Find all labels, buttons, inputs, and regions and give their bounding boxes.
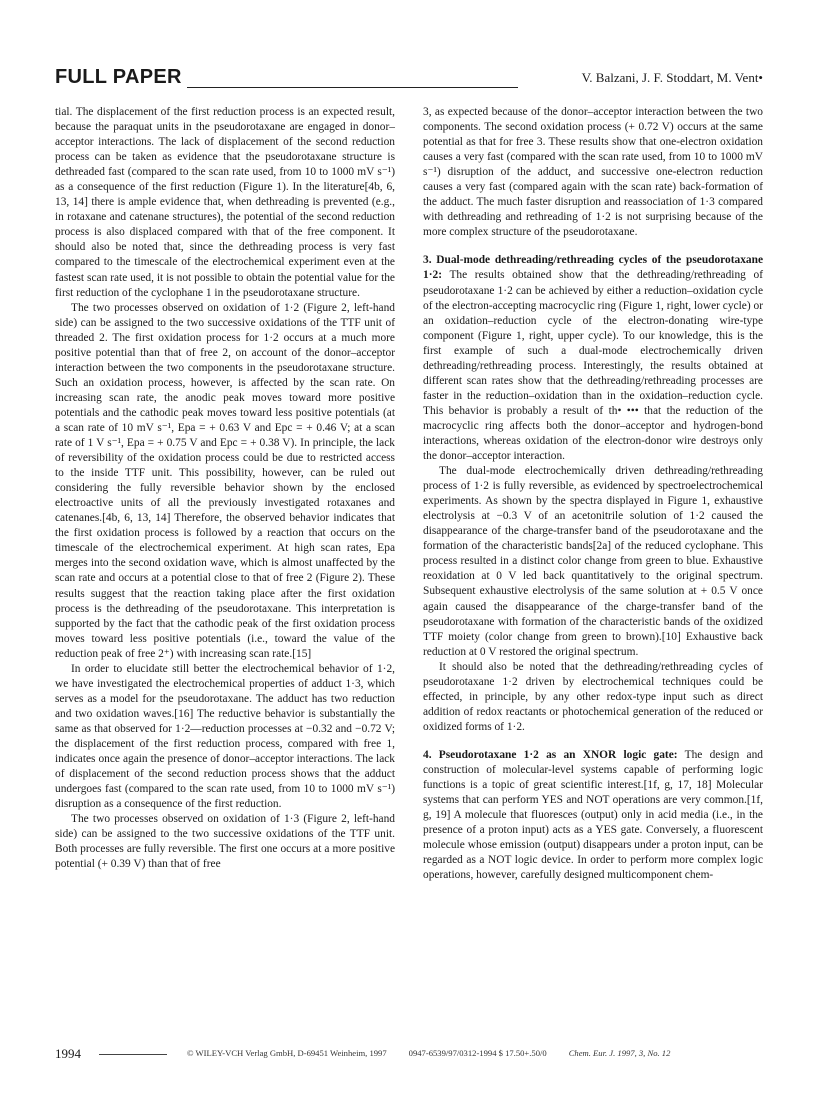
- section-4-text: The design and construction of molecular-level systems capable of performing logic functions is a topic of great scientific interest.[1f, g, 17, 18] Molecular systems that can perform YES and NOT operations are very common.[1f, g, 19] A molecule that fluoresces (output) only in acid media (i.e., in the presence of a proton input) acts as a YES gate. Conversely, a fluorescent molecule whose emission (output) disappears under a proton input, can be regarded as a NOT logic device. In order to perform more complex logic operations, however, carefully designed multicomponent chem-: [423, 748, 764, 882]
- paragraph: It should also be noted that the dethreading/rethreading cycles of pseudorotaxane 1·2 driven by electrochemical techniques could be effected, in principle, by any other redox-type input such as direct addition of redox reactants or photochemical generation of the reduced or oxidized forms of 1·2.: [423, 660, 763, 733]
- paragraph: The two processes observed on oxidation of 1·3 (Figure 2, left-hand side) can be assigned to the two successive oxidations of the TTF unit. Both processes are fully reversible. The first one occurs at a more positive potential (+ 0.39 V) than that of free: [55, 813, 395, 871]
- section-3-paragraph: [423, 253, 763, 464]
- paragraph: The two processes observed on oxidation of 1·2 (Figure 2, left-hand side) can be assigned to the two successive oxidations of the TTF unit of threaded 2. The first oxidation process for 1·2 occurs at a much more positive potential than that of free 2, on account of the donor–acceptor interaction between the two components in the pseudorotaxane structure. Such an oxidation process, however, is affected by the scan rate. On increasing scan rate, the anodic peak moves toward more positive potentials and the cathodic peak moves toward less positive potentials (at a scan rate of 10 mV s⁻¹, Epa = + 0.63 V and Epc = + 0.46 V; at a scan rate of 1 V s⁻¹, Epa = + 0.75 V and Epc = + 0.38 V). In principle, the lack of reversibility of the oxidation process could be due to restricted access to the inside TTF unit. This possibility, however, can be ruled out considering the fully reversible behavior shown by the enclosed electroactive units of all the previously investigated rotaxanes and catenanes.[4b, 6, 13, 14] Therefore, the observed behavior indicates that the first oxidation process is followed by a reaction that occurs on the timescale of the electrochemical experiment. At high scan rates, Epa merges into the second oxidation wave, which is almost unaffected by the scan rate and occurs at a potential close to that of free 2 (Figure 2). These results suggest that the reaction taking place after the first oxidation process is the dethreading of the pseudorotaxane. This interpretation is supported by the fact that the cathodic peak of the first oxidation process moves toward less positive potentials (i.e., toward the value of the reduction peak of free 2⁺) with increasing scan rate.[15]: [55, 301, 395, 660]
- journal-citation: Chem. Eur. J. 1997, 3, No. 12: [568, 1048, 671, 1058]
- footer-info: [187, 1048, 670, 1058]
- running-authors: V. Balzani, J. F. Stoddart, M. Vent•: [581, 70, 763, 85]
- page-footer: [55, 1046, 763, 1068]
- section-4-paragraph: [423, 748, 763, 883]
- footer-rule: [99, 1054, 167, 1055]
- issn-code: 0947-6539/97/0312-1994 $ 17.50+.50/0: [408, 1048, 547, 1058]
- page-header: [55, 66, 763, 94]
- paragraph: In order to elucidate still better the electrochemical behavior of 1·2, we have investigated the electrochemical properties of adduct 1·3, which serves as a model for the pseudorotaxane. The adduct has two reduction and two oxidation waves.[16] The reductive behavior is substantially the same as that observed for 1·2—reduction processes at −0.32 and −0.72 V; the displacement of the first reduction process, compared with free 1, indicates once again the presence of donor–acceptor interactions. The lack of displacement of the second reduction process shows that the adduct undergoes fast (compared to the scan rate used, from 10 to 1000 mV s⁻¹) disruption as a consequence of the first reduction.: [55, 662, 395, 811]
- publisher-notice: © WILEY-VCH Verlag GmbH, D-69451 Weinheim, 1997: [187, 1048, 387, 1058]
- section-4-heading: 4. Pseudorotaxane 1·2 as an XNOR logic gate:: [423, 748, 678, 761]
- page-number: 1994: [55, 1046, 81, 1061]
- section-label: FULL PAPER: [55, 66, 182, 88]
- right-column: [423, 105, 763, 883]
- header-rule: [187, 87, 518, 88]
- left-column: [55, 105, 395, 872]
- paragraph: 3, as expected because of the donor–acceptor interaction between the two components. The second oxidation process (+ 0.72 V) occurs at the same potential as that for free 3. These results show that one-electron oxidation causes a very fast (compared with the scan rate used, from 10 to 1000 mV s⁻¹) disruption of the adduct, and successive one-electron reduction causes a very fast (compared again with the scan rate) back-formation of the adduct. The much faster disruption and reassociation of 1·3 compared with dethreading and rethreading of 1·2 is not surprising because of the more complex structure of the pseudorotaxane.: [423, 106, 763, 239]
- paragraph: The dual-mode electrochemically driven dethreading/rethreading process of 1·2 is fully reversible, as evidenced by spectroelectrochemical experiments. As shown by the spectra displayed in Figure 1, exhaustive electrolysis at −0.3 V of an acetonitrile solution of 1·2 caused the disappearance of the charge-transfer band of the pseudorotaxane and the formation of the characteristic bands[2a] of the reduced cyclophane. This process resulted in a distinct color change from green to blue. Exhaustive reoxidation at 0 V led back quantitatively to the original spectrum. Subsequent exhaustive electrolysis of the same solution at + 0.5 V once again caused the disappearance of the charge-transfer band of the pseudorotaxane with formation of the characteristic bands of the oxidized TTF moiety (color change from green to brown).[10] Exhaustive back reduction at 0 V restored the original spectrum.: [423, 465, 763, 658]
- section-3-heading: 3. Dual-mode dethreading/rethreading cycles of the pseudorotaxane 1·2:: [423, 254, 763, 282]
- paragraph: tial. The displacement of the first reduction process is an expected result, because the paraquat units in the pseudorotaxane are engaged in donor–acceptor interactions. The lack of displacement of the second reduction process can be taken as evidence that the pseudorotaxane structure is dethreaded fast (compared to the scan rate used, from 10 to 1000 mV s⁻¹) as a consequence of the first reduction (Figure 1). In the literature[4b, 6, 13, 14] there is ample evidence that, when dethreading is prevented (e.g., in rotaxane and catenane structures), the potential of the second reduction process is also displaced compared with that of the free component. It should also be noted that, since the dethreading process is very fast compared to the timescale of the electrochemical experiment even at the fastest scan rate used, it is not possible to obtain the potential value for the first reduction of the cyclophane 1 in the pseudorotaxane structure.: [55, 106, 395, 299]
- section-3-text: The results obtained show that the dethreading/rethreading of pseudorotaxane 1·2 can be achieved by either a reduction–oxidation cycle of the electron-accepting macrocyclic ring (Figure 1, right, lower cycle) or an oxidation–reduction cycle of the electron-donating wire-type component (Figure 1, right, upper cycle). To our knowledge, this is the first example of such a dual-mode electrochemically driven dethreading/rethreading process. Interestingly, the results obtained at different scan rates show that the dethreading/rethreading processes are faster in the reduction–oxidation than in the oxidation–reduction cycle. This behavior is probably a result of th• ••• that the reduction of the macrocyclic ring affects both the donor–acceptor and hydrogen-bond interactions, whereas oxidation of the electron-donor wire destroys only the donor–acceptor interaction.: [423, 269, 763, 463]
